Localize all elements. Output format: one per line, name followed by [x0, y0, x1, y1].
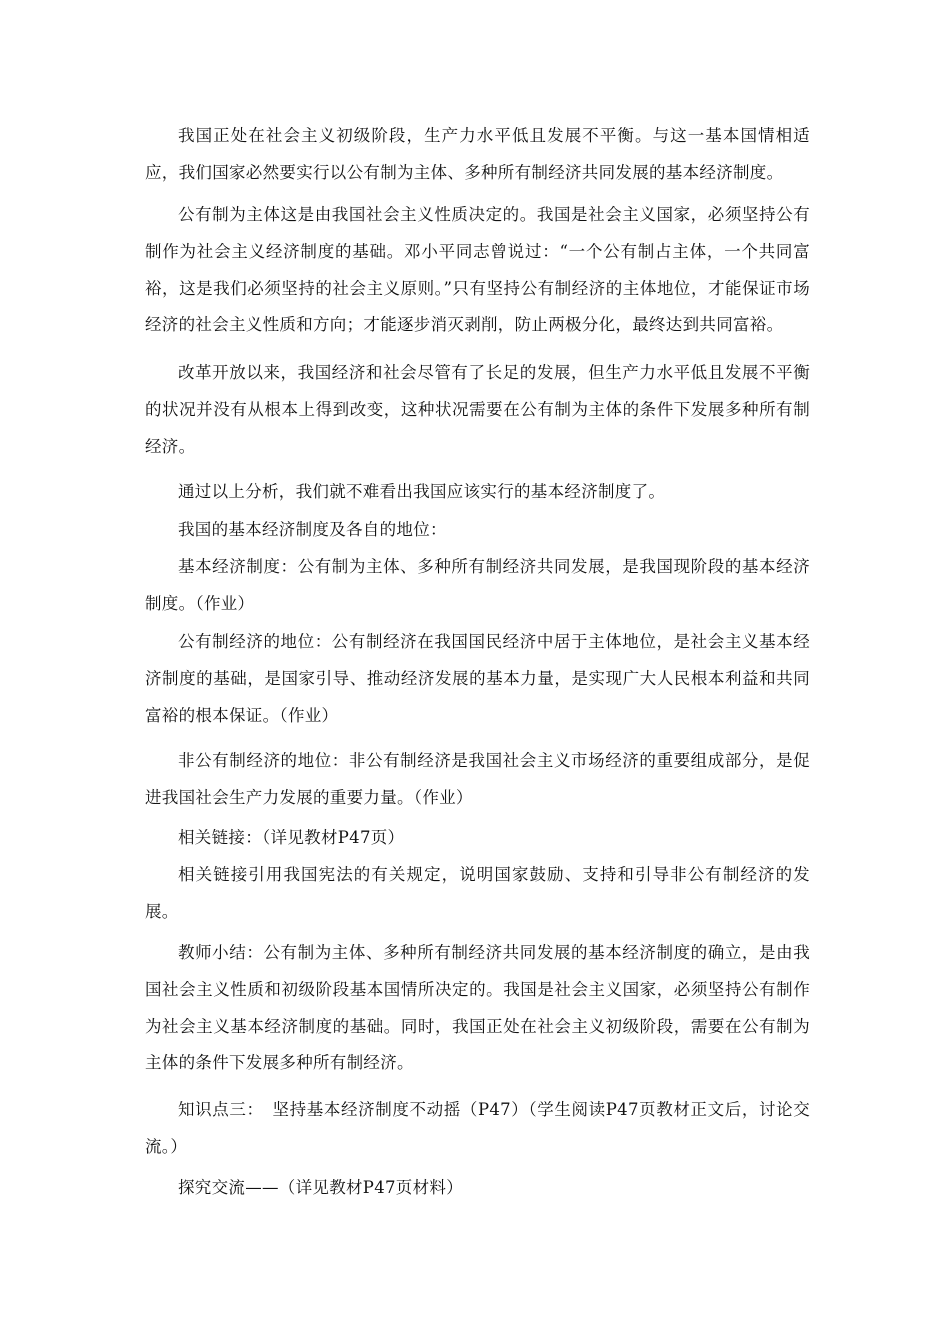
paragraph-analysis-conclusion: 通过以上分析，我们就不难看出我国应该实行的基本经济制度了。: [178, 482, 666, 501]
paragraph-reform-opening: 改革开放以来，我国经济和社会尽管有了长足的发展，但生产力水平低且发展不平衡的状况并没有从根本上得到改变，这种状况需要在公有制为主体的条件下发展多种所有制经济。: [145, 363, 810, 456]
paragraph-system-positions-heading: 我国的基本经济制度及各自的地位：: [178, 520, 447, 539]
paragraph-inquiry-exchange: 探究交流——（详见教材P47页材料）: [178, 1178, 463, 1197]
paragraph-knowledge-point-three: 知识点三： 坚持基本经济制度不动摇（P47）（学生阅读P47页教材正文后，讨论交流。）: [145, 1100, 810, 1156]
paragraph-nonpublic-economy-position: 非公有制经济的地位：非公有制经济是我国社会主义市场经济的重要组成部分，是促进我国社会生产力发展的重要力量。（作业）: [145, 751, 810, 807]
paragraph-public-ownership-dominant: 公有制为主体这是由我国社会主义性质决定的。我国是社会主义国家，必须坚持公有制作为社会主义经济制度的基础。邓小平同志曾说过：“一个公有制占主体，一个共同富裕，这是我们必须坚持的社会主义原则。”只有坚持公有制经济的主体地位，才能保证市场经济的社会主义性质和方向；才能逐步消灭剥削，防止两极分化，最终达到共同富裕。: [145, 205, 810, 335]
paragraph-basic-economic-system: 基本经济制度：公有制为主体、多种所有制经济共同发展，是我国现阶段的基本经济制度。（作业）: [145, 557, 810, 613]
paragraph-basic-national-condition: 我国正处在社会主义初级阶段，生产力水平低且发展不平衡。与这一基本国情相适应，我们国家必然要实行以公有制为主体、多种所有制经济共同发展的基本经济制度。: [145, 126, 810, 182]
paragraph-related-link-description: 相关链接引用我国宪法的有关规定，说明国家鼓励、支持和引导非公有制经济的发展。: [145, 865, 810, 921]
paragraph-public-economy-position: 公有制经济的地位：公有制经济在我国国民经济中居于主体地位，是社会主义基本经济制度的基础，是国家引导、推动经济发展的基本力量，是实现广大人民根本利益和共同富裕的根本保证。（作业）: [145, 632, 810, 725]
paragraph-teacher-summary: 教师小结：公有制为主体、多种所有制经济共同发展的基本经济制度的确立，是由我国社会主义性质和初级阶段基本国情所决定的。我国是社会主义国家，必须坚持公有制作为社会主义基本经济制度的基础。同时，我国正处在社会主义初级阶段，需要在公有制为主体的条件下发展多种所有制经济。: [145, 943, 810, 1073]
paragraph-related-link: 相关链接：（详见教材P47页）: [178, 828, 405, 847]
